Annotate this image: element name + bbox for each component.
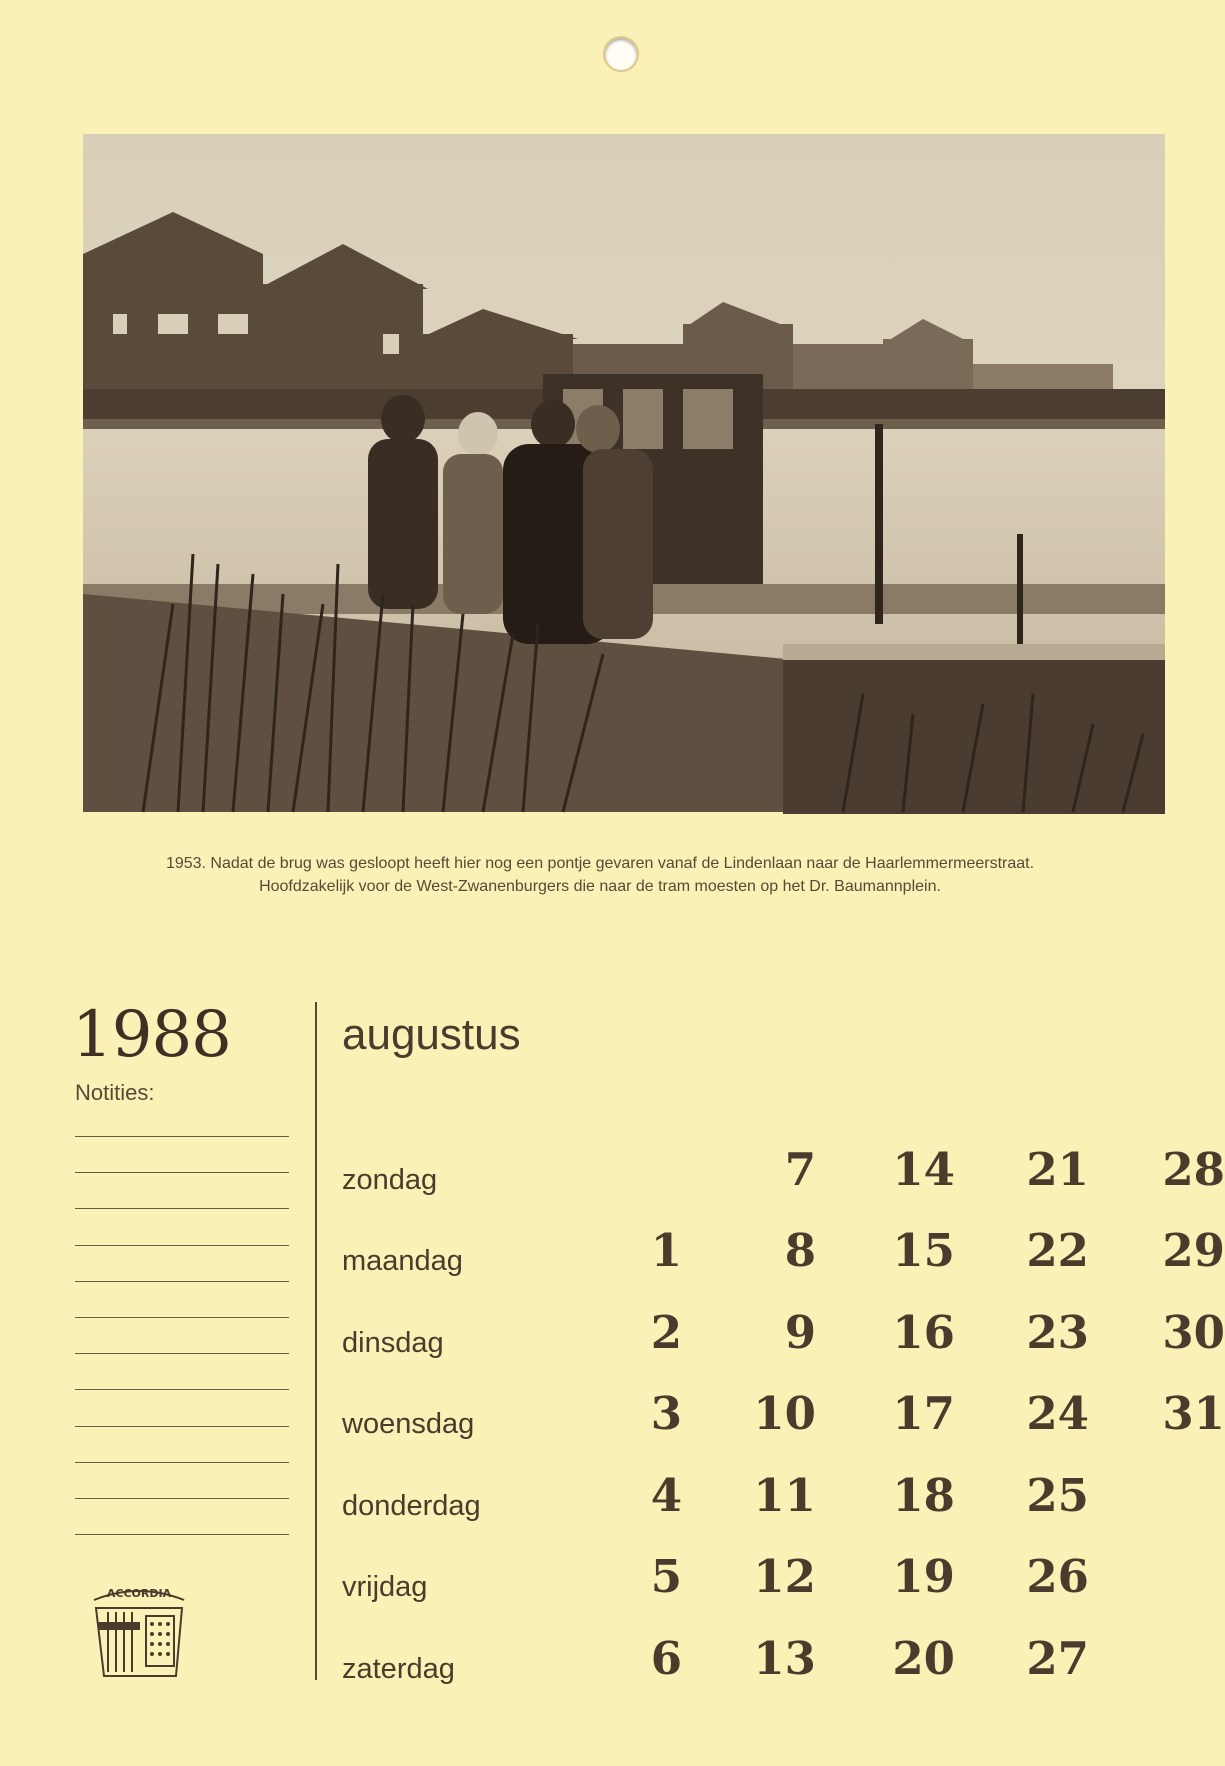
note-line[interactable] <box>75 1172 289 1173</box>
date-3: 3 <box>650 1387 682 1440</box>
photo-illustration <box>83 134 1165 812</box>
note-line[interactable] <box>75 1353 289 1354</box>
date-7: 7 <box>784 1143 816 1196</box>
date-5: 5 <box>650 1550 682 1603</box>
date-18: 18 <box>892 1469 955 1522</box>
date-12: 12 <box>753 1550 816 1603</box>
day-name-zaterdag: zaterdag <box>342 1653 455 1685</box>
note-line[interactable] <box>75 1208 289 1209</box>
day-name-donderdag: donderdag <box>342 1490 481 1522</box>
day-name-maandag: maandag <box>342 1245 463 1277</box>
day-name-dinsdag: dinsdag <box>342 1327 444 1359</box>
date-29: 29 <box>1162 1224 1225 1277</box>
date-14: 14 <box>892 1143 955 1196</box>
date-30: 30 <box>1162 1306 1225 1359</box>
note-line[interactable] <box>75 1136 289 1137</box>
notes-label: Notities: <box>75 1080 155 1105</box>
day-name-zondag: zondag <box>342 1164 438 1196</box>
caption-line-2: Hoofdzakelijk voor de West-Zwanenburgers die naar de tram moesten op het Dr. Baumannplein. <box>259 878 941 895</box>
date-17: 17 <box>892 1387 955 1440</box>
historic-photo <box>83 134 1165 812</box>
date-11: 11 <box>753 1469 816 1522</box>
photo-caption <box>40 852 1160 898</box>
day-name-vrijdag: vrijdag <box>342 1571 428 1603</box>
date-1: 1 <box>650 1224 682 1277</box>
date-21: 21 <box>1026 1143 1089 1196</box>
date-2: 2 <box>650 1306 682 1359</box>
date-15: 15 <box>892 1224 955 1277</box>
note-line[interactable] <box>75 1389 289 1390</box>
accordion-icon <box>86 1578 192 1684</box>
date-25: 25 <box>1026 1469 1089 1522</box>
date-9: 9 <box>784 1306 816 1359</box>
logo-text: ACCORDIA <box>106 1587 172 1600</box>
date-10: 10 <box>753 1387 816 1440</box>
note-line[interactable] <box>75 1534 289 1535</box>
date-27: 27 <box>1026 1632 1089 1685</box>
date-6: 6 <box>650 1632 682 1685</box>
date-22: 22 <box>1026 1224 1089 1277</box>
date-24: 24 <box>1026 1387 1089 1440</box>
date-19: 19 <box>892 1550 955 1603</box>
caption-line-1: 1953. Nadat de brug was gesloopt heeft hier nog een pontje gevaren vanaf de Lindenlaan naar de Haarlemmermeerstraat. <box>165 855 1035 872</box>
date-13: 13 <box>753 1632 816 1685</box>
note-line[interactable] <box>75 1462 289 1463</box>
note-line[interactable] <box>75 1498 289 1499</box>
date-4: 4 <box>650 1469 682 1522</box>
date-8: 8 <box>784 1224 816 1277</box>
date-28: 28 <box>1162 1143 1225 1196</box>
calendar-year: 1988 <box>72 998 231 1072</box>
date-20: 20 <box>892 1632 955 1685</box>
month-title: augustus <box>342 1010 521 1059</box>
note-line[interactable] <box>75 1245 289 1246</box>
hanging-hole <box>603 36 639 72</box>
note-line[interactable] <box>75 1426 289 1427</box>
day-name-woensdag: woensdag <box>342 1408 475 1440</box>
date-26: 26 <box>1026 1550 1089 1603</box>
note-line[interactable] <box>75 1317 289 1318</box>
note-line[interactable] <box>75 1281 289 1282</box>
date-23: 23 <box>1026 1306 1089 1359</box>
date-31: 31 <box>1162 1387 1225 1440</box>
date-16: 16 <box>892 1306 955 1359</box>
column-divider <box>315 1002 317 1680</box>
